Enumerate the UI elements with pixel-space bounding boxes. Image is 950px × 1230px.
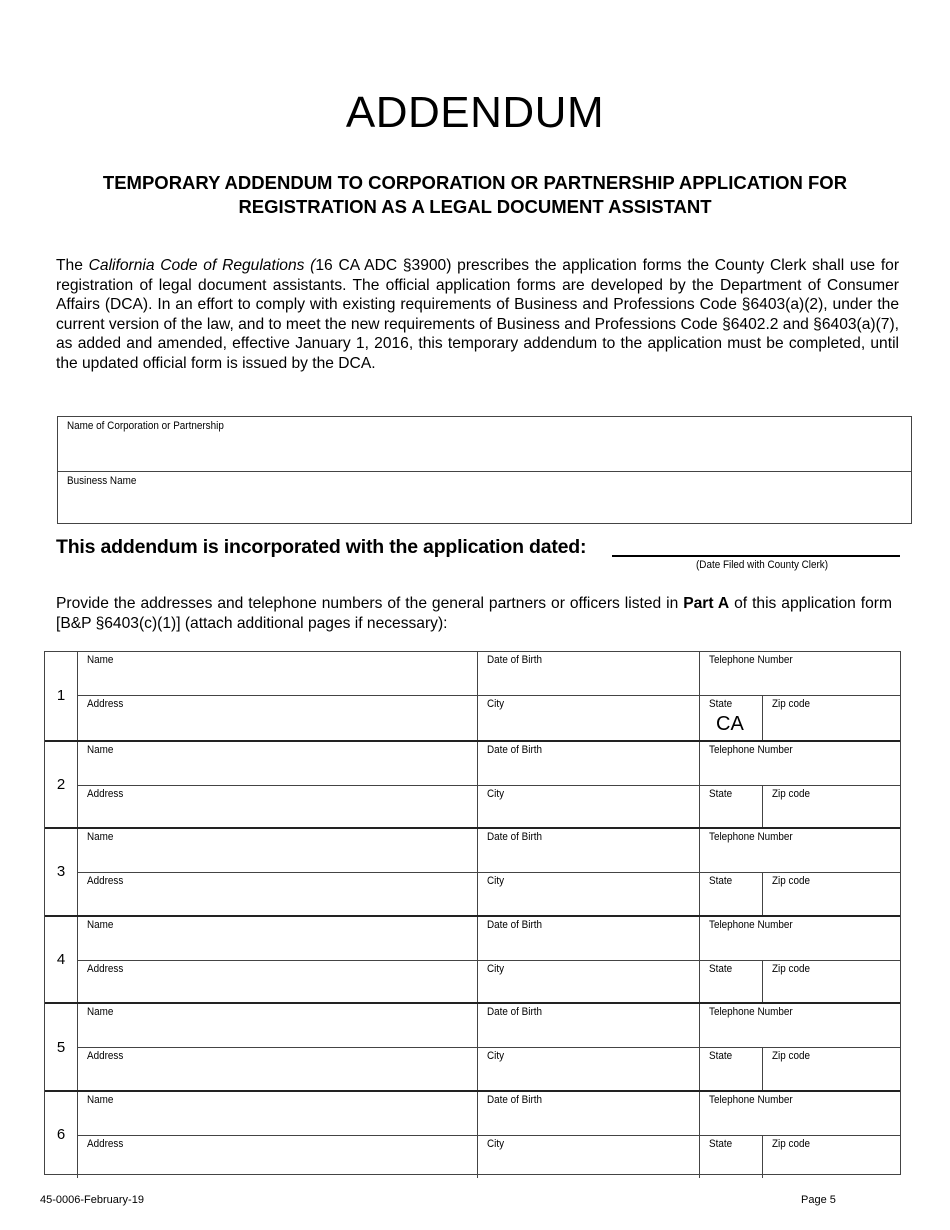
telephone-label: Telephone Number bbox=[709, 1093, 793, 1106]
name-field[interactable] bbox=[78, 742, 477, 785]
city-field[interactable] bbox=[477, 873, 699, 915]
entry-number: 3 bbox=[45, 829, 78, 915]
state-label: State bbox=[709, 875, 733, 888]
address-field[interactable] bbox=[78, 873, 477, 915]
date-of-birth-field[interactable] bbox=[477, 1092, 699, 1135]
name-label: Name bbox=[87, 918, 114, 931]
telephone-label: Telephone Number bbox=[709, 918, 793, 931]
date-of-birth-field[interactable] bbox=[477, 742, 699, 785]
city-field[interactable] bbox=[477, 786, 699, 828]
city-field[interactable] bbox=[477, 1048, 699, 1090]
address-field[interactable] bbox=[78, 696, 477, 740]
city-label: City bbox=[487, 1137, 505, 1150]
dob-label: Date of Birth bbox=[487, 1006, 543, 1019]
date-filed-caption: (Date Filed with County Clerk) bbox=[696, 559, 829, 571]
corp-name-field[interactable] bbox=[58, 417, 911, 471]
date-of-birth-field[interactable] bbox=[477, 829, 699, 872]
business-name-field[interactable] bbox=[58, 471, 911, 525]
zip-code-field[interactable] bbox=[762, 961, 900, 1003]
zip-label: Zip code bbox=[772, 1137, 810, 1150]
name-field[interactable] bbox=[78, 829, 477, 872]
telephone-label: Telephone Number bbox=[709, 743, 793, 756]
entry-bottom-row bbox=[78, 872, 900, 915]
state-label: State bbox=[709, 787, 733, 800]
zip-code-field[interactable] bbox=[762, 696, 900, 740]
dob-label: Date of Birth bbox=[487, 1093, 543, 1106]
state-label: State bbox=[709, 962, 733, 975]
name-label: Name bbox=[87, 1006, 114, 1019]
city-label: City bbox=[487, 962, 505, 975]
name-label: Name bbox=[87, 654, 114, 666]
corporation-fields bbox=[57, 416, 912, 524]
intro-italic: California Code of Regulations ( bbox=[88, 257, 316, 274]
dob-label: Date of Birth bbox=[487, 743, 543, 756]
name-label: Name bbox=[87, 1093, 114, 1106]
address-field[interactable] bbox=[78, 786, 477, 828]
entry-top-row bbox=[78, 917, 900, 960]
telephone-label: Telephone Number bbox=[709, 654, 793, 666]
zip-label: Zip code bbox=[772, 1050, 810, 1063]
business-name-label: Business Name bbox=[67, 475, 137, 487]
dob-label: Date of Birth bbox=[487, 654, 543, 666]
city-field[interactable] bbox=[477, 961, 699, 1003]
address-label: Address bbox=[87, 1050, 124, 1063]
page-number: Page 5 bbox=[801, 1194, 836, 1206]
page-title: ADDENDUM bbox=[345, 88, 605, 137]
name-field[interactable] bbox=[78, 652, 477, 695]
state-field[interactable] bbox=[699, 786, 762, 828]
telephone-label: Telephone Number bbox=[709, 831, 793, 844]
partner-entry bbox=[45, 1002, 900, 1090]
date-filed-field[interactable] bbox=[612, 555, 900, 557]
subtitle-line-1: TEMPORARY ADDENDUM TO CORPORATION OR PARTNERSHIP APPLICATION FOR bbox=[102, 172, 848, 193]
partner-entry bbox=[45, 827, 900, 915]
state-field[interactable] bbox=[699, 696, 762, 740]
zip-code-field[interactable] bbox=[762, 873, 900, 915]
address-field[interactable] bbox=[78, 1136, 477, 1178]
address-label: Address bbox=[87, 787, 124, 800]
address-label: Address bbox=[87, 962, 124, 975]
telephone-field[interactable] bbox=[699, 829, 900, 872]
instructions-paragraph bbox=[56, 594, 892, 633]
zip-code-field[interactable] bbox=[762, 1136, 900, 1178]
address-label: Address bbox=[87, 698, 124, 710]
telephone-field[interactable] bbox=[699, 1004, 900, 1047]
corp-name-label: Name of Corporation or Partnership bbox=[67, 420, 224, 432]
state-value: CA bbox=[716, 713, 744, 735]
intro-pre: The bbox=[56, 257, 89, 274]
partner-entry bbox=[45, 652, 900, 740]
intro-post: 16 CA ADC §3900) prescribes the application forms the County Clerk shall use for registration of legal document assistants. The official application forms are developed by the Department of Consumer Affairs (DCA). In an effort to comply with existing requirements of Business and Professions Code §6403(a)(2), under the current version of the law, and to meet the new requirements of Business and Professions Code §6402.2 and §6403(a)(7), as added and amended, effective January 1, 2016, this temporary addendum to the application must be completed, until the updated official form is issued by the DCA. bbox=[56, 257, 900, 372]
entry-bottom-row bbox=[78, 1047, 900, 1090]
telephone-field[interactable] bbox=[699, 652, 900, 695]
state-field[interactable] bbox=[699, 1048, 762, 1090]
provide-pre: Provide the addresses and telephone numbers of the general partners or officers listed in bbox=[56, 595, 684, 612]
state-field[interactable] bbox=[699, 873, 762, 915]
city-label: City bbox=[487, 875, 505, 888]
zip-label: Zip code bbox=[772, 875, 810, 888]
telephone-label: Telephone Number bbox=[709, 1006, 793, 1019]
form-id: 45-0006-February-19 bbox=[40, 1194, 144, 1206]
dob-label: Date of Birth bbox=[487, 918, 543, 931]
entry-number: 2 bbox=[45, 742, 78, 828]
partner-entry bbox=[45, 740, 900, 828]
entry-top-row bbox=[78, 742, 900, 785]
subtitle-line-2: REGISTRATION AS A LEGAL DOCUMENT ASSISTANT bbox=[238, 196, 712, 217]
state-label: State bbox=[709, 1137, 733, 1150]
entry-bottom-row bbox=[78, 1135, 900, 1178]
state-label: State bbox=[709, 698, 733, 710]
entry-top-row bbox=[78, 1092, 900, 1135]
zip-label: Zip code bbox=[772, 698, 810, 710]
application-dated-statement: This addendum is incorporated with the application dated: bbox=[56, 536, 587, 558]
name-field[interactable] bbox=[78, 1092, 477, 1135]
zip-label: Zip code bbox=[772, 962, 810, 975]
name-label: Name bbox=[87, 831, 114, 844]
entry-number: 5 bbox=[45, 1004, 78, 1090]
entry-top-row bbox=[78, 652, 900, 695]
address-label: Address bbox=[87, 1137, 124, 1150]
entry-bottom-row bbox=[78, 785, 900, 828]
entry-top-row bbox=[78, 829, 900, 872]
telephone-field[interactable] bbox=[699, 917, 900, 960]
telephone-field[interactable] bbox=[699, 1092, 900, 1135]
form-subtitle bbox=[40, 171, 910, 219]
state-field[interactable] bbox=[699, 1136, 762, 1178]
city-label: City bbox=[487, 1050, 505, 1063]
dob-label: Date of Birth bbox=[487, 831, 543, 844]
city-label: City bbox=[487, 698, 505, 710]
date-of-birth-field[interactable] bbox=[477, 652, 699, 695]
state-field[interactable] bbox=[699, 961, 762, 1003]
partner-entry bbox=[45, 915, 900, 1003]
partner-entry bbox=[45, 1090, 900, 1178]
zip-code-field[interactable] bbox=[762, 786, 900, 828]
entry-top-row bbox=[78, 1004, 900, 1047]
telephone-field[interactable] bbox=[699, 742, 900, 785]
address-field[interactable] bbox=[78, 961, 477, 1003]
address-field[interactable] bbox=[78, 1048, 477, 1090]
entry-number: 4 bbox=[45, 917, 78, 1003]
zip-code-field[interactable] bbox=[762, 1048, 900, 1090]
state-label: State bbox=[709, 1050, 733, 1063]
entry-bottom-row bbox=[78, 960, 900, 1003]
address-label: Address bbox=[87, 875, 124, 888]
date-of-birth-field[interactable] bbox=[477, 1004, 699, 1047]
name-field[interactable] bbox=[78, 917, 477, 960]
city-field[interactable] bbox=[477, 696, 699, 740]
name-label: Name bbox=[87, 743, 114, 756]
intro-paragraph bbox=[56, 256, 899, 373]
provide-post: of this application form [B&P §6403(c)(1)] (attach additional pages if necessary): bbox=[56, 595, 892, 632]
city-field[interactable] bbox=[477, 1136, 699, 1178]
date-of-birth-field[interactable] bbox=[477, 917, 699, 960]
city-label: City bbox=[487, 787, 505, 800]
name-field[interactable] bbox=[78, 1004, 477, 1047]
entry-bottom-row bbox=[78, 695, 900, 740]
provide-bold: Part A bbox=[683, 595, 730, 612]
entry-number: 6 bbox=[45, 1092, 78, 1178]
partners-table bbox=[44, 651, 901, 1175]
zip-label: Zip code bbox=[772, 787, 810, 800]
entry-number: 1 bbox=[45, 652, 78, 740]
